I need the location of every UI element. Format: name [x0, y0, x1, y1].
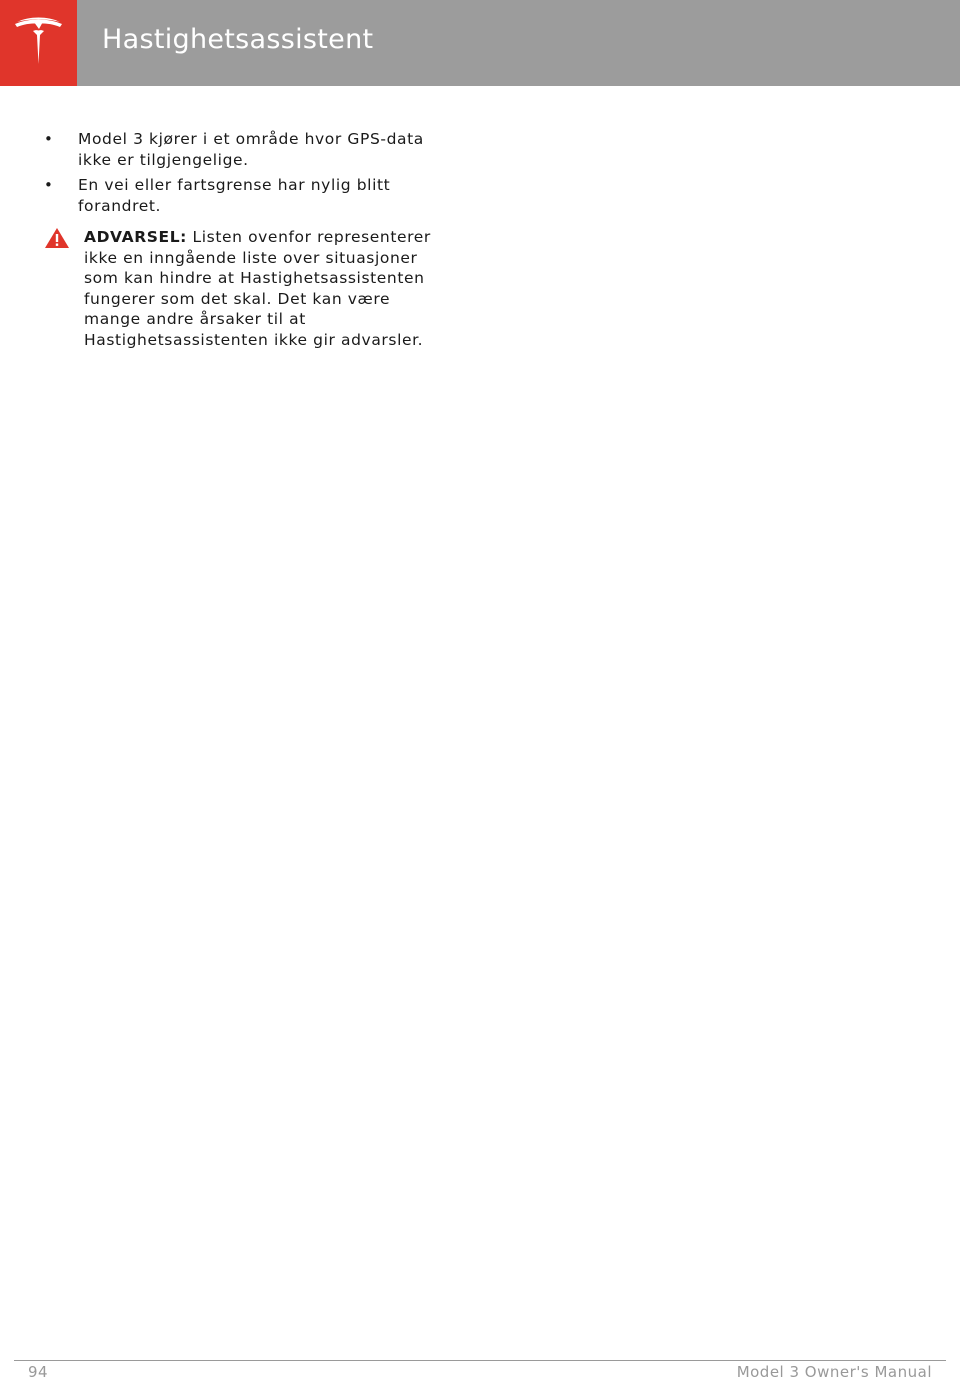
footer-manual-title: Model 3 Owner's Manual — [736, 1363, 932, 1381]
list-item — [44, 129, 444, 171]
bullet-dot: • — [44, 176, 54, 194]
warning-block — [44, 227, 444, 350]
tesla-logo-icon — [11, 14, 66, 70]
bullet-list — [44, 129, 444, 217]
footer-divider — [14, 1360, 946, 1361]
page-header — [0, 0, 960, 86]
bullet-dot: • — [44, 130, 54, 148]
page-number: 94 — [28, 1363, 49, 1381]
logo-box — [0, 0, 77, 86]
page-title: Hastighetsassistent — [102, 24, 374, 55]
warning-triangle-icon — [44, 227, 70, 249]
list-item-text: En vei eller fartsgrense har nylig blitt forandret. — [78, 176, 391, 215]
list-item — [44, 175, 444, 217]
warning-label: ADVARSEL: — [84, 228, 187, 246]
list-item-text: Model 3 kjører i et område hvor GPS-data ikke er tilgjengelige. — [78, 130, 424, 169]
warning-text: Listen ovenfor representerer ikke en inngående liste over situasjoner som kan hindre at Hastighetsassistenten fungerer som det skal. Det kan være mange andre årsaker til at Hastighetsassistenten ikke gir advarsler. — [84, 228, 431, 349]
main-content — [44, 129, 444, 350]
